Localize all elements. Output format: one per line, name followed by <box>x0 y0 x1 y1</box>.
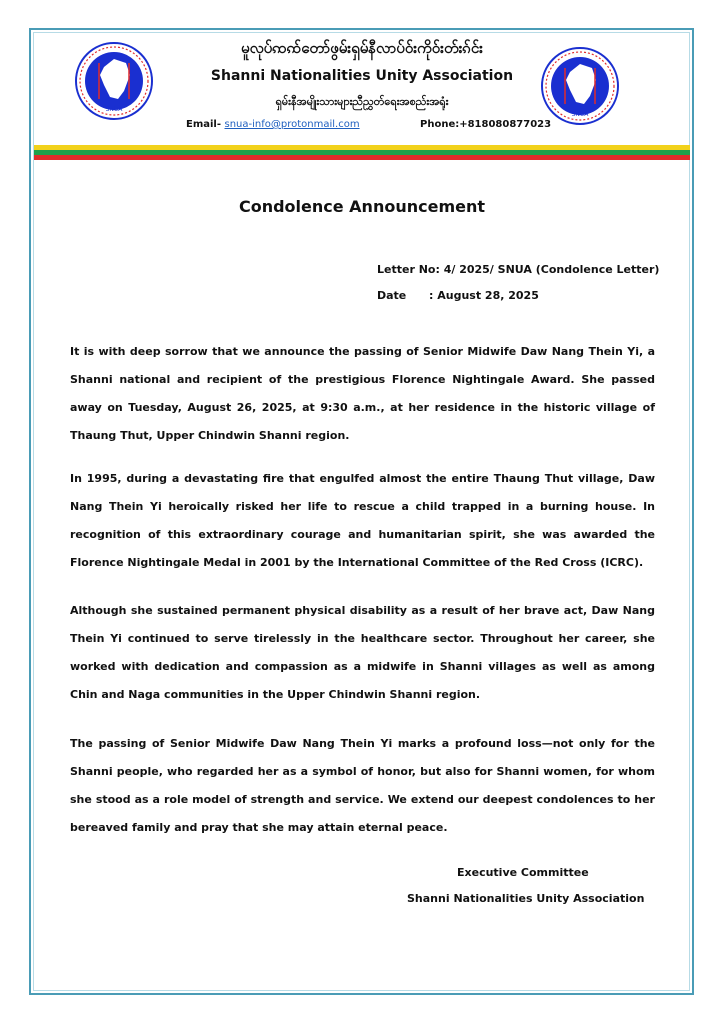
header-stripe-red <box>34 155 690 160</box>
signature-role: Executive Committee <box>457 866 589 879</box>
paragraph-2: In 1995, during a devastating fire that engulfed almost the entire Thaung Thut village, Daw Nang Thein Yi heroically risked her life to rescue a child trapped in a burning house. In recognition of this extraordinary courage and humanitarian spirit, she was awarded the Florence Nightingale Medal in 2001 by the International Committee of the Red Cross (ICRC). <box>70 472 655 569</box>
letter-number: Letter No: 4/ 2025/ SNUA (Condolence Letter) <box>377 263 660 276</box>
date-value: : August 28, 2025 <box>429 289 539 302</box>
signature-organization: Shanni Nationalities Unity Association <box>407 892 645 905</box>
document-title: Condolence Announcement <box>238 197 486 216</box>
paragraph-3: Although she sustained permanent physical disability as a result of her brave act, Daw Nang Thein Yi continued to serve tirelessly in the healthcare sector. Throughout her career, she worked with dedication and compassion as a midwife in Shanni villages as well as among Chin and Naga communities in the Upper Chindwin Shanni region. <box>70 604 655 701</box>
paragraph-1: It is with deep sorrow that we announce the passing of Senior Midwife Daw Nang Thein Yi, a Shanni national and recipient of the prestigious Florence Nightingale Award. She passed away on Tuesday, August 26, 2025, at 9:30 a.m., at her residence in the historic village of Thaung Thut, Upper Chindwin Shanni region. <box>70 345 655 442</box>
org-name-english: Shanni Nationalities Unity Association <box>210 68 514 84</box>
org-name-burmese: မူလုပ်ꩡꩡ်တော်ဖွမ်းရှမ်နီလာပ်ဝ်းကိုဝ်းတ်းၵ်င်း <box>241 39 483 57</box>
logo-ring-text-right: SNUA <box>571 111 589 118</box>
email-link[interactable]: snua-info@protonmail.com <box>224 119 360 130</box>
phone-label: Phone: <box>420 119 460 130</box>
org-name-burmese-secondary: ရှမ်းနီအမျိုးသားများညီညွှတ်ရေးအစည်းအရုံး <box>275 95 449 108</box>
contact-email <box>186 119 360 130</box>
paragraph-4: The passing of Senior Midwife Daw Nang Thein Yi marks a profound loss—not only for the Shanni people, who regarded her as a symbol of honor, but also for Shanni women, for whom she stood as a role model of strength and service. We extend our deepest condolences to her bereaved family and pray that she may attain eternal peace. <box>70 737 655 834</box>
letter-date <box>377 289 539 302</box>
contact-phone <box>420 119 551 130</box>
phone-number: +818080877023 <box>459 119 552 130</box>
logo-ring-text-left: SNUA <box>105 106 123 113</box>
date-label: Date <box>377 289 407 302</box>
email-label: Email- <box>186 119 222 130</box>
